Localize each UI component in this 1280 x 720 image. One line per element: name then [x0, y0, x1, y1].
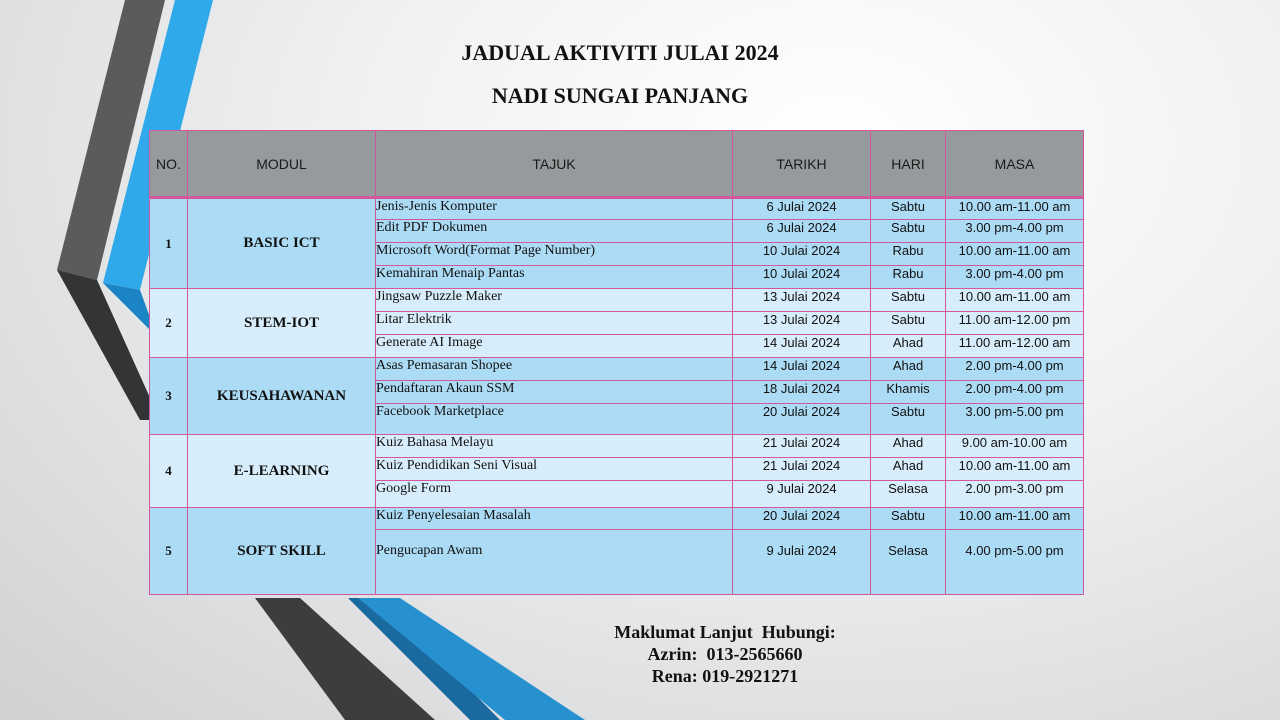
cell-tarikh: 10 Julai 2024 [733, 266, 871, 289]
cell-tajuk: Kuiz Pendidikan Seni Visual [376, 458, 733, 481]
cell-tarikh: 6 Julai 2024 [733, 220, 871, 243]
cell-modul: E-LEARNING [188, 435, 376, 508]
cell-masa: 10.00 am-11.00 am [946, 198, 1084, 220]
cell-no: 3 [150, 358, 188, 435]
cell-tarikh: 9 Julai 2024 [733, 481, 871, 508]
cell-hari: Sabtu [871, 312, 946, 335]
schedule-table [149, 130, 1084, 595]
cell-no: 4 [150, 435, 188, 508]
cell-tajuk: Pendaftaran Akaun SSM [376, 381, 733, 404]
cell-hari: Sabtu [871, 404, 946, 435]
cell-tarikh: 13 Julai 2024 [733, 312, 871, 335]
cell-modul: SOFT SKILL [188, 508, 376, 595]
cell-masa: 2.00 pm-4.00 pm [946, 381, 1084, 404]
cell-masa: 10.00 am-11.00 am [946, 243, 1084, 266]
cell-hari: Rabu [871, 243, 946, 266]
cell-tajuk: Jenis-Jenis Komputer [376, 198, 733, 220]
cell-hari: Ahad [871, 458, 946, 481]
cell-masa: 11.00 am-12.00 am [946, 335, 1084, 358]
column-header-hari: HARI [871, 131, 946, 198]
cell-tajuk: Pengucapan Awam [376, 530, 733, 595]
cell-hari: Sabtu [871, 289, 946, 312]
cell-tajuk: Kuiz Penyelesaian Masalah [376, 508, 733, 530]
column-header-masa: MASA [946, 131, 1084, 198]
cell-tarikh: 9 Julai 2024 [733, 530, 871, 595]
cell-masa: 10.00 am-11.00 am [946, 458, 1084, 481]
cell-tajuk: Facebook Marketplace [376, 404, 733, 435]
cell-masa: 2.00 pm-4.00 pm [946, 358, 1084, 381]
cell-masa: 11.00 am-12.00 pm [946, 312, 1084, 335]
cell-tarikh: 10 Julai 2024 [733, 243, 871, 266]
contact-rena: Rena: 019-2921271 [651, 666, 799, 686]
cell-masa: 3.00 pm-4.00 pm [946, 266, 1084, 289]
cell-tarikh: 18 Julai 2024 [733, 381, 871, 404]
page-subtitle: NADI SUNGAI PANJANG [491, 83, 749, 108]
cell-masa: 3.00 pm-4.00 pm [946, 220, 1084, 243]
cell-tarikh: 20 Julai 2024 [733, 508, 871, 530]
cell-hari: Selasa [871, 481, 946, 508]
cell-masa: 9.00 am-10.00 am [946, 435, 1084, 458]
cell-tarikh: 6 Julai 2024 [733, 198, 871, 220]
cell-tarikh: 20 Julai 2024 [733, 404, 871, 435]
cell-tajuk: Asas Pemasaran Shopee [376, 358, 733, 381]
cell-masa: 3.00 pm-5.00 pm [946, 404, 1084, 435]
cell-tarikh: 14 Julai 2024 [733, 335, 871, 358]
column-header-tarikh: TARIKH [733, 131, 871, 198]
table-row [150, 435, 1084, 458]
table-row [150, 198, 1084, 220]
column-header-modul: MODUL [188, 131, 376, 198]
cell-tajuk: Litar Elektrik [376, 312, 733, 335]
cell-hari: Selasa [871, 530, 946, 595]
cell-masa: 2.00 pm-3.00 pm [946, 481, 1084, 508]
cell-masa: 10.00 am-11.00 am [946, 508, 1084, 530]
cell-modul: STEM-IOT [188, 289, 376, 358]
cell-modul: KEUSAHAWANAN [188, 358, 376, 435]
cell-tarikh: 14 Julai 2024 [733, 358, 871, 381]
cell-tajuk: Kuiz Bahasa Melayu [376, 435, 733, 458]
page-title: JADUAL AKTIVITI JULAI 2024 [461, 40, 779, 65]
column-header-no: NO. [150, 131, 188, 198]
cell-tajuk: Edit PDF Dokumen [376, 220, 733, 243]
cell-hari: Sabtu [871, 220, 946, 243]
cell-hari: Khamis [871, 381, 946, 404]
cell-no: 2 [150, 289, 188, 358]
cell-hari: Ahad [871, 358, 946, 381]
cell-tajuk: Microsoft Word(Format Page Number) [376, 243, 733, 266]
cell-tajuk: Generate AI Image [376, 335, 733, 358]
cell-modul: BASIC ICT [188, 198, 376, 289]
table-header-row [150, 131, 1084, 198]
cell-tarikh: 21 Julai 2024 [733, 458, 871, 481]
table-row [150, 289, 1084, 312]
table-row [150, 508, 1084, 530]
cell-tarikh: 21 Julai 2024 [733, 435, 871, 458]
cell-tajuk: Jingsaw Puzzle Maker [376, 289, 733, 312]
cell-tajuk: Google Form [376, 481, 733, 508]
cell-hari: Rabu [871, 266, 946, 289]
contact-azrin: Azrin: 013-2565660 [647, 644, 803, 664]
cell-hari: Sabtu [871, 508, 946, 530]
contact-heading: Maklumat Lanjut Hubungi: [614, 622, 836, 642]
cell-tarikh: 13 Julai 2024 [733, 289, 871, 312]
cell-masa: 10.00 am-11.00 am [946, 289, 1084, 312]
column-header-tajuk: TAJUK [376, 131, 733, 198]
cell-hari: Ahad [871, 335, 946, 358]
cell-no: 5 [150, 508, 188, 595]
cell-hari: Ahad [871, 435, 946, 458]
cell-tajuk: Kemahiran Menaip Pantas [376, 266, 733, 289]
cell-masa: 4.00 pm-5.00 pm [946, 530, 1084, 595]
cell-hari: Sabtu [871, 198, 946, 220]
cell-no: 1 [150, 198, 188, 289]
table-row [150, 358, 1084, 381]
